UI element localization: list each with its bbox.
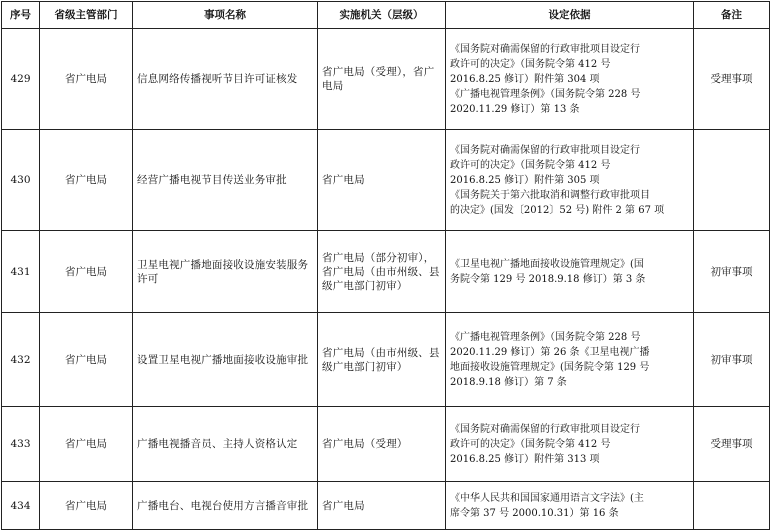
basis-line: 《中华人民共和国国家通用语言文字法》(主 <box>450 492 644 504</box>
serial-no: 433 <box>2 407 40 482</box>
note <box>694 130 770 231</box>
department: 省广电局 <box>40 407 133 482</box>
note: 初审事项 <box>694 313 770 407</box>
header-note: 备注 <box>694 2 770 29</box>
legal-basis <box>446 482 694 530</box>
legal-basis <box>446 313 694 407</box>
note <box>694 482 770 530</box>
basis-line: 《广播电视管理条例》（国务院令第 228 号 <box>450 331 641 343</box>
header-department: 省级主管部门 <box>40 2 133 29</box>
basis-line: 的决定》(国发〔2012〕52 号) 附件 2 第 67 项 <box>450 204 665 216</box>
basis-line: 2020.11.29 修订）第 26 条《卫星电视广播 <box>450 346 650 358</box>
header-item-name: 事项名称 <box>133 2 318 29</box>
basis-line: 2018.9.18 修订）第 7 条 <box>450 376 567 388</box>
agency: 省广电局（受理），省广电局 <box>318 29 446 130</box>
header-agency: 实施机关（层级） <box>318 2 446 29</box>
basis-line: 席令第 37 号 2000.10.31）第 16 条 <box>450 507 619 519</box>
table-row <box>2 130 770 231</box>
item-name: 广播电台、电视台使用方言播音审批 <box>133 482 318 530</box>
department: 省广电局 <box>40 130 133 231</box>
basis-line: 政许可的决定》（国务院令第 412 号 <box>450 438 611 450</box>
basis-line: 《广播电视管理条例》（国务院令第 228 号 <box>450 88 641 100</box>
agency: 省广电局 <box>318 482 446 530</box>
serial-no: 431 <box>2 231 40 313</box>
department: 省广电局 <box>40 313 133 407</box>
note: 受理事项 <box>694 407 770 482</box>
basis-line: 《国务院对确需保留的行政审批项目设定行 <box>450 144 640 156</box>
header-row <box>2 2 770 29</box>
note: 初审事项 <box>694 231 770 313</box>
approval-items-table <box>1 1 770 530</box>
serial-no: 429 <box>2 29 40 130</box>
table-row <box>2 313 770 407</box>
item-name: 卫星电视广播地面接收设施安装服务许可 <box>133 231 318 313</box>
serial-no: 432 <box>2 313 40 407</box>
basis-line: 《国务院对确需保留的行政审批项目设定行 <box>450 423 640 435</box>
serial-no: 434 <box>2 482 40 530</box>
item-name: 设置卫星电视广播地面接收设施审批 <box>133 313 318 407</box>
table-row <box>2 482 770 530</box>
basis-line: 2016.8.25 修订）附件第 313 项 <box>450 453 600 465</box>
basis-line: 《卫星电视广播地面接收设施管理规定》(国 <box>450 258 644 270</box>
note: 受理事项 <box>694 29 770 130</box>
agency: 省广电局（由市州级、县级广电部门初审） <box>318 313 446 407</box>
agency: 省广电局 <box>318 130 446 231</box>
serial-no: 430 <box>2 130 40 231</box>
item-name: 信息网络传播视听节目许可证核发 <box>133 29 318 130</box>
basis-line: 2020.11.29 修订）第 13 条 <box>450 103 580 115</box>
basis-line: 2016.8.25 修订）附件第 304 项 <box>450 73 600 85</box>
table-row <box>2 231 770 313</box>
legal-basis <box>446 130 694 231</box>
table-row <box>2 29 770 130</box>
item-name: 经营广播电视节目传送业务审批 <box>133 130 318 231</box>
legal-basis <box>446 29 694 130</box>
legal-basis <box>446 407 694 482</box>
department: 省广电局 <box>40 29 133 130</box>
basis-line: 政许可的决定》（国务院令第 412 号 <box>450 159 611 171</box>
table-row <box>2 407 770 482</box>
department: 省广电局 <box>40 231 133 313</box>
basis-line: 2016.8.25 修订）附件第 305 项 <box>450 174 600 186</box>
department: 省广电局 <box>40 482 133 530</box>
basis-line: 地面接收设施管理规定》(国务院令第 129 号 <box>450 361 650 373</box>
basis-line: 《国务院对确需保留的行政审批项目设定行 <box>450 43 640 55</box>
basis-line: 《国务院关于第六批取消和调整行政审批项目 <box>450 189 650 201</box>
legal-basis <box>446 231 694 313</box>
basis-line: 务院令第 129 号 2018.9.18 修订）第 3 条 <box>450 273 646 285</box>
item-name: 广播电视播音员、主持人资格认定 <box>133 407 318 482</box>
agency: 省广电局（部分初审），省广电局（由市州级、县级广电部门初审） <box>318 231 446 313</box>
basis-line: 政许可的决定》（国务院令第 412 号 <box>450 58 611 70</box>
header-legal-basis: 设定依据 <box>446 2 694 29</box>
header-serial-no: 序号 <box>2 2 40 29</box>
agency: 省广电局（受理） <box>318 407 446 482</box>
